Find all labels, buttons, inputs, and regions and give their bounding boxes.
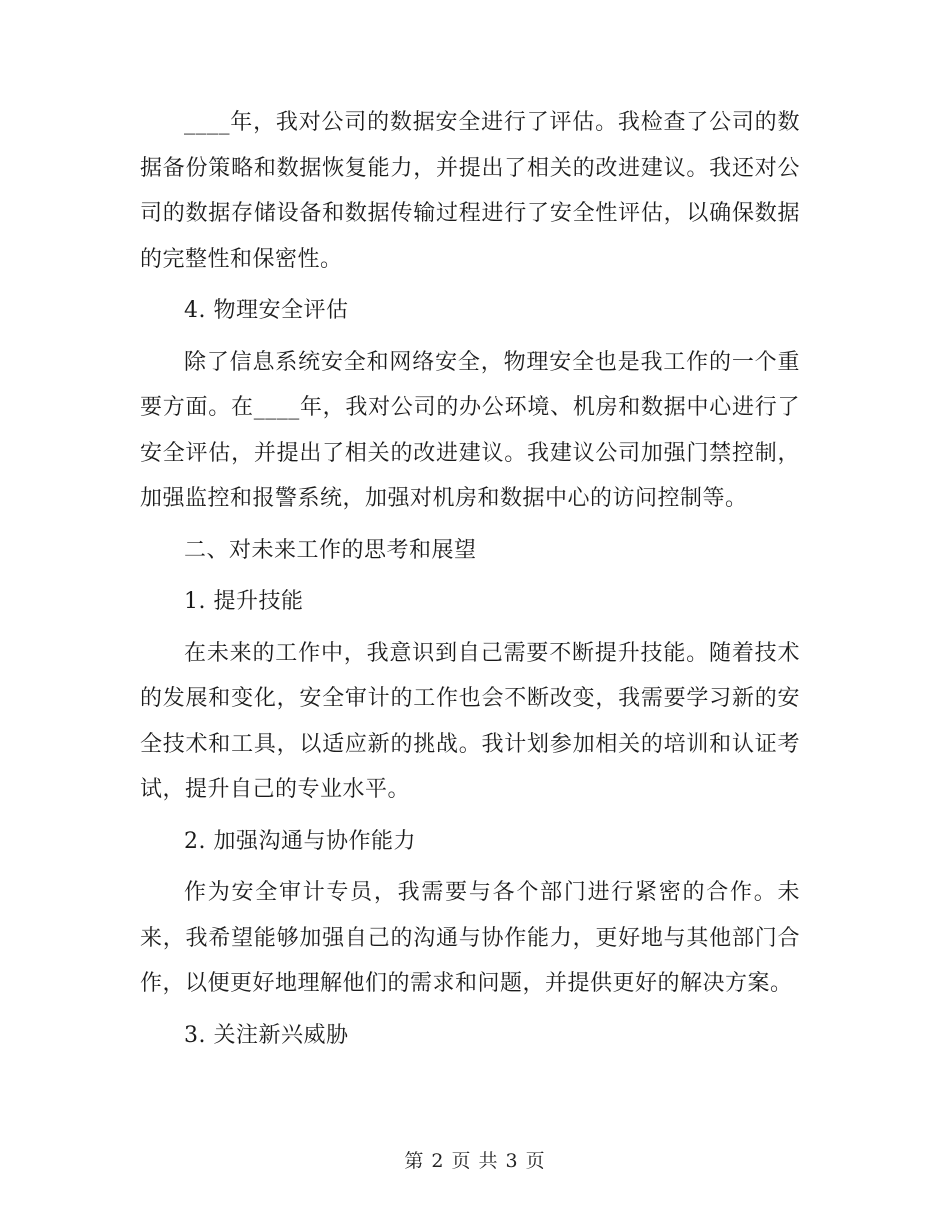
heading-emerging-threats: 3. 关注新兴威胁 (184, 1022, 349, 1048)
paragraph-improve-skills: 在未来的工作中，我意识到自己需要不断提升技能。随着技术的发展和变化，安全审计的工作也会不断改变，我需要学习新的安全技术和工具，以适应新的挑战。我计划参加相关的培训和认证考试，提升自己的专业水平。 (140, 640, 800, 802)
document-body (140, 100, 800, 1058)
paragraph-communication: 作为安全审计专员，我需要与各个部门进行紧密的合作。未来，我希望能够加强自己的沟通与协作能力，更好地与其他部门合作，以便更好地理解他们的需求和问题，并提供更好的解决方案。 (140, 880, 800, 996)
paragraph-data-security: ____年，我对公司的数据安全进行了评估。我检查了公司的数据备份策略和数据恢复能力，并提出了相关的改进建议。我还对公司的数据存储设备和数据传输过程进行了安全性评估，以确保数据的完整性和保密性。 (140, 110, 800, 272)
section-heading-future: 二、对未来工作的思考和展望 (184, 537, 477, 563)
page-number-footer: 第 2 页 共 3 页 (404, 1150, 546, 1172)
paragraph-physical-security: 除了信息系统安全和网络安全，物理安全也是我工作的一个重要方面。在____年，我对公司的办公环境、机房和数据中心进行了安全评估，并提出了相关的改进建议。我建议公司加强门禁控制，加强监控和报警系统，加强对机房和数据中心的访问控制等。 (140, 349, 800, 511)
heading-improve-skills: 1. 提升技能 (184, 589, 304, 614)
heading-physical-security: 4. 物理安全评估 (184, 298, 349, 323)
heading-communication: 2. 加强沟通与协作能力 (184, 828, 416, 854)
